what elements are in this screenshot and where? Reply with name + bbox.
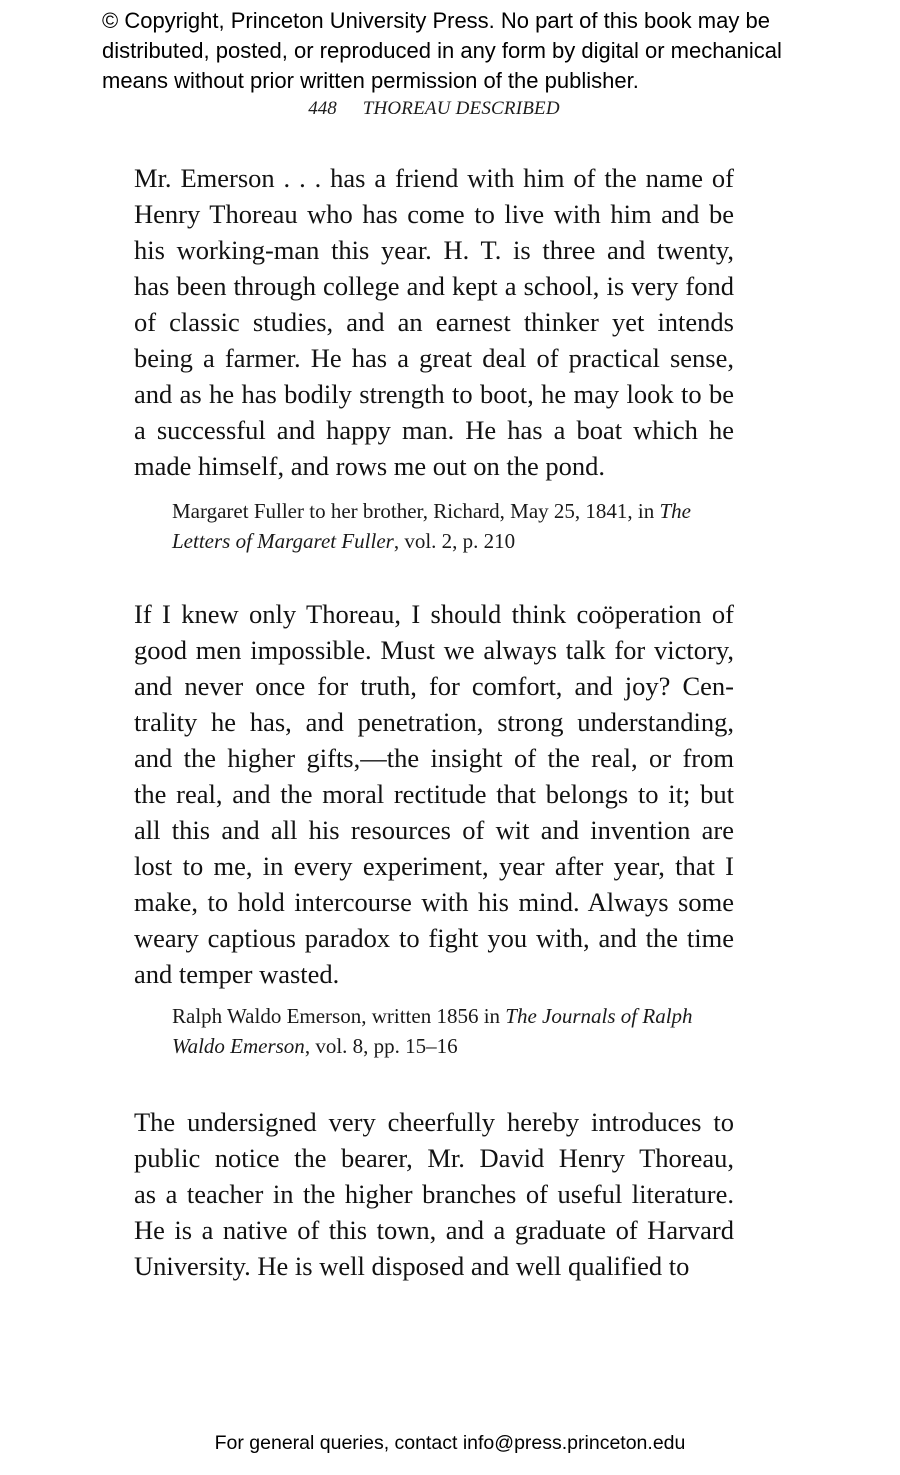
- attribution-emerson: [172, 1001, 752, 1061]
- text-line: and temper wasted.: [134, 959, 340, 989]
- text-line: Mr. Emerson . . . has a friend with him of the name of: [134, 163, 734, 193]
- text-line: made himself, and rows me out on the pond.: [134, 451, 606, 481]
- text-line: The undersigned very cheerfully hereby introduces to: [134, 1107, 734, 1137]
- attribution-line: [172, 496, 752, 526]
- work-title: Letters of Margaret Fuller: [172, 529, 394, 553]
- text-line: all this and all his resources of wit and invention are: [134, 815, 734, 845]
- work-title: The: [659, 499, 691, 523]
- text-line: If I knew only Thoreau, I should think coöperation of: [134, 599, 734, 629]
- text-line: and as he has bodily strength to boot, he may look to be: [134, 379, 734, 409]
- text-line: He is a native of this town, and a graduate of Harvard: [134, 1215, 734, 1245]
- attribution-text: , vol. 2, p. 210: [393, 529, 516, 553]
- text-line: © Copyright, Princeton University Press. No part of this book may be: [102, 8, 770, 33]
- attribution-line: [172, 526, 752, 556]
- text-line: distributed, posted, or reproduced in any form by digital or mechanical: [102, 38, 782, 63]
- footer-contact: For general queries, contact info@press.princeton.edu: [214, 1432, 686, 1454]
- copyright-notice: [102, 6, 842, 96]
- attribution-margaret-fuller: [172, 496, 752, 556]
- work-title: Waldo Emerson: [172, 1034, 305, 1058]
- text-line: a successful and happy man. He has a boat which he: [134, 415, 734, 445]
- quote-margaret-fuller: [134, 160, 734, 484]
- text-line: Henry Thoreau who has come to live with him and be: [134, 199, 734, 229]
- quote-introduction-letter: [134, 1104, 734, 1284]
- text-line: lost to me, in every experiment, year after year, that I: [134, 851, 734, 881]
- work-title: The Journals of Ralph: [505, 1004, 693, 1028]
- attribution-line: [172, 1001, 752, 1031]
- text-line: of classic studies, and an earnest thinker yet intends: [134, 307, 734, 337]
- quote-emerson: [134, 596, 734, 992]
- attribution-text: Margaret Fuller to her brother, Richard, May 25, 1841, in: [172, 499, 660, 523]
- text-line: and never once for truth, for comfort, and joy? Cen-: [134, 671, 734, 701]
- running-head: [134, 97, 734, 121]
- attribution-text: , vol. 8, pp. 15–16: [304, 1034, 458, 1058]
- text-line: good men impossible. Must we always talk for victory,: [134, 635, 734, 665]
- text-line: University. He is well disposed and well qualified to: [134, 1251, 690, 1281]
- text-line: means without prior written permission of the publisher.: [102, 68, 639, 93]
- text-line: trality he has, and penetration, strong understanding,: [134, 707, 734, 737]
- text-line: public notice the bearer, Mr. David Henry Thoreau,: [134, 1143, 734, 1173]
- text-line: weary captious paradox to fight you with, and the time: [134, 923, 734, 953]
- attribution-line: [172, 1031, 752, 1061]
- text-line: and the higher gifts,—the insight of the real, or from: [134, 743, 734, 773]
- running-head-title: THOREAU DESCRIBED: [362, 98, 560, 119]
- text-line: his working-man this year. H. T. is three and twenty,: [134, 235, 734, 265]
- text-line: make, to hold intercourse with his mind. Always some: [134, 887, 734, 917]
- text-line: being a farmer. He has a great deal of practical sense,: [134, 343, 734, 373]
- page-number: 448: [308, 98, 337, 119]
- text-line: as a teacher in the higher branches of useful literature.: [134, 1179, 734, 1209]
- attribution-text: Ralph Waldo Emerson, written 1856 in: [172, 1004, 506, 1028]
- text-line: the real, and the moral rectitude that belongs to it; but: [134, 779, 734, 809]
- text-line: has been through college and kept a school, is very fond: [134, 271, 734, 301]
